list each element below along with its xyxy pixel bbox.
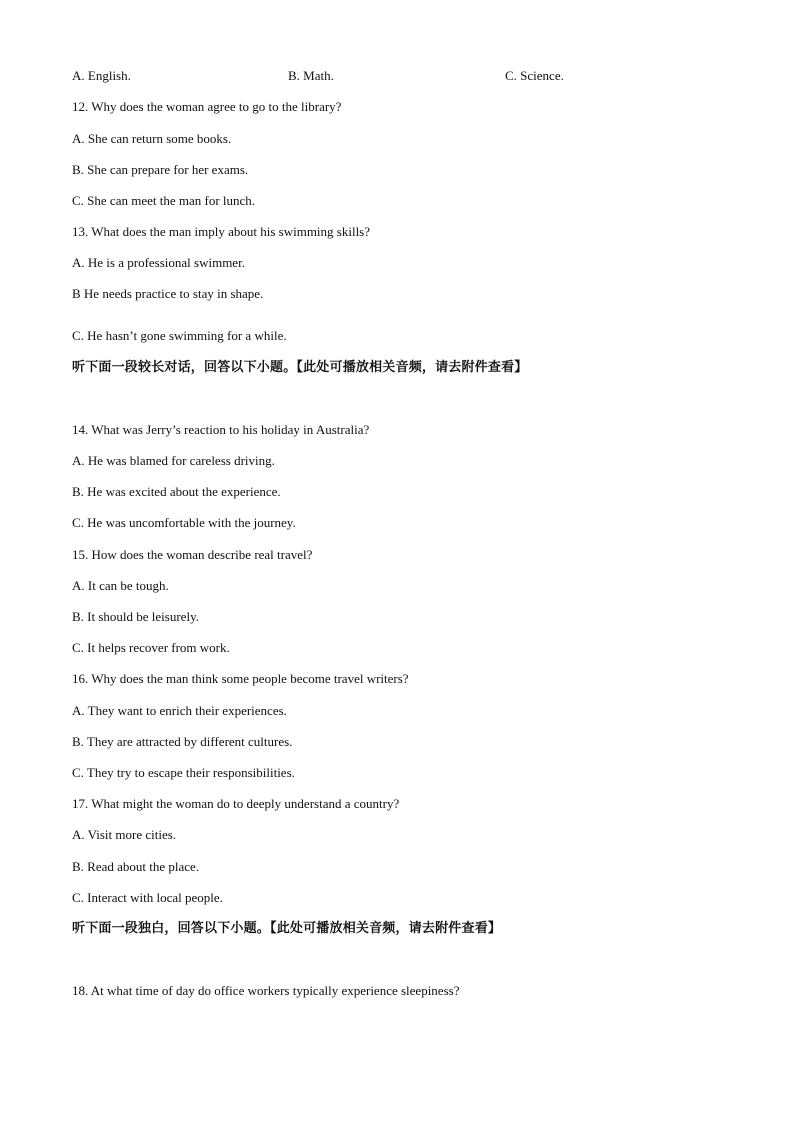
q11-option-b: B. Math. <box>288 68 334 83</box>
q13-question: 13. What does the man imply about his swimming skills? <box>72 224 371 239</box>
q14-option-c: C. He was uncomfortable with the journey. <box>72 515 296 530</box>
q15-question: 15. How does the woman describe real travel? <box>72 547 313 562</box>
q15-option-a: A. It can be tough. <box>72 578 169 593</box>
q16-option-b: B. They are attracted by different cultures. <box>72 734 293 749</box>
q11-option-a: A. English. <box>72 68 131 83</box>
q12-option-b: B. She can prepare for her exams. <box>72 162 249 177</box>
q12-option-c: C. She can meet the man for lunch. <box>72 193 256 208</box>
q18-question: 18. At what time of day do office workers typically experience sleepiness? <box>72 983 460 998</box>
q14-question: 14. What was Jerry’s reaction to his holiday in Australia? <box>72 422 370 437</box>
q16-question: 16. Why does the man think some people become travel writers? <box>72 671 409 686</box>
q13-option-a: A. He is a professional swimmer. <box>72 255 245 270</box>
q13-option-b: B He needs practice to stay in shape. <box>72 286 264 301</box>
q13-option-c: C. He hasn’t gone swimming for a while. <box>72 328 287 343</box>
listening-instruction-monologue: 听下面一段独白，回答以下小题。【此处可播放相关音频，请去附件查看】 <box>72 921 502 936</box>
q12-question: 12. Why does the woman agree to go to the library? <box>72 99 342 114</box>
q17-option-b: B. Read about the place. <box>72 859 200 874</box>
q16-option-c: C. They try to escape their responsibilities. <box>72 765 295 780</box>
q11-option-c: C. Science. <box>505 68 564 83</box>
listening-instruction-dialogue: 听下面一段较长对话，回答以下小题。【此处可播放相关音频，请去附件查看】 <box>72 360 528 375</box>
q12-option-a: A. She can return some books. <box>72 131 232 146</box>
q15-option-c: C. It helps recover from work. <box>72 640 230 655</box>
q17-option-a: A. Visit more cities. <box>72 827 177 842</box>
q17-question: 17. What might the woman do to deeply understand a country? <box>72 796 400 811</box>
q15-option-b: B. It should be leisurely. <box>72 609 199 624</box>
q14-option-b: B. He was excited about the experience. <box>72 484 281 499</box>
q14-option-a: A. He was blamed for careless driving. <box>72 453 275 468</box>
q16-option-a: A. They want to enrich their experiences. <box>72 703 287 718</box>
q17-option-c: C. Interact with local people. <box>72 890 223 905</box>
